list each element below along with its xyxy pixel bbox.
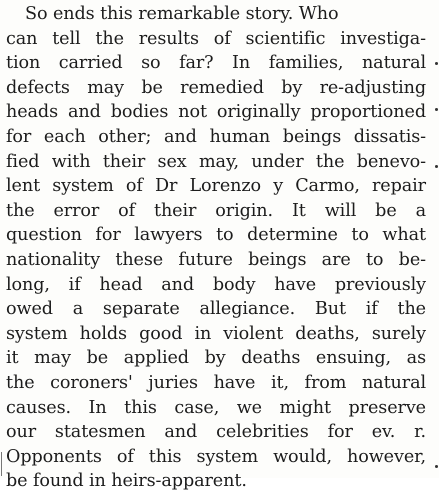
article-line: owed a separate allegiance. But if the: [6, 299, 426, 320]
article-line: the coroners' juries have it, from natural: [6, 372, 426, 393]
article-line: So ends this remarkable story. Who: [25, 4, 339, 24]
scan-speck: [435, 108, 438, 111]
article-line: the error of their origin. It will be a: [6, 200, 426, 221]
article-line: it may be applied by deaths ensuing, as: [6, 348, 426, 369]
scan-speck: [435, 465, 438, 468]
scan-speck: [435, 165, 438, 168]
article-line: be found in heirs-apparent.: [6, 471, 247, 492]
article-line: our statesmen and celebrities for ev. r.: [6, 422, 426, 443]
article-line: long, if head and body have previously: [6, 274, 426, 295]
scan-speck: [435, 62, 438, 65]
article-line: question for lawyers to determine to what: [6, 225, 426, 246]
article-text: [6, 2, 426, 494]
article-line: tion carried so far? In families, natural: [6, 53, 426, 74]
scan-edge-line: [1, 452, 2, 476]
article-line: lent system of Dr Lorenzo y Carmo, repair: [6, 176, 426, 197]
article-line: defects may be remedied by re-adjusting: [6, 77, 426, 98]
article-line: fied with their sex may, under the benevo-: [6, 151, 426, 172]
article-line: nationality these future beings are to be-: [6, 249, 426, 270]
article-line: Opponents of this system would, however,: [6, 446, 426, 467]
article-line: heads and bodies not originally proportioned: [6, 102, 426, 123]
article-line: for each other; and human beings dissatis-: [6, 126, 426, 147]
article-line: causes. In this case, we might preserve: [6, 397, 426, 418]
article-line: system holds good in violent deaths, surely: [6, 323, 426, 344]
scan-edge-marks: [433, 0, 439, 478]
article-line: can tell the results of scientific investiga-: [6, 28, 426, 49]
